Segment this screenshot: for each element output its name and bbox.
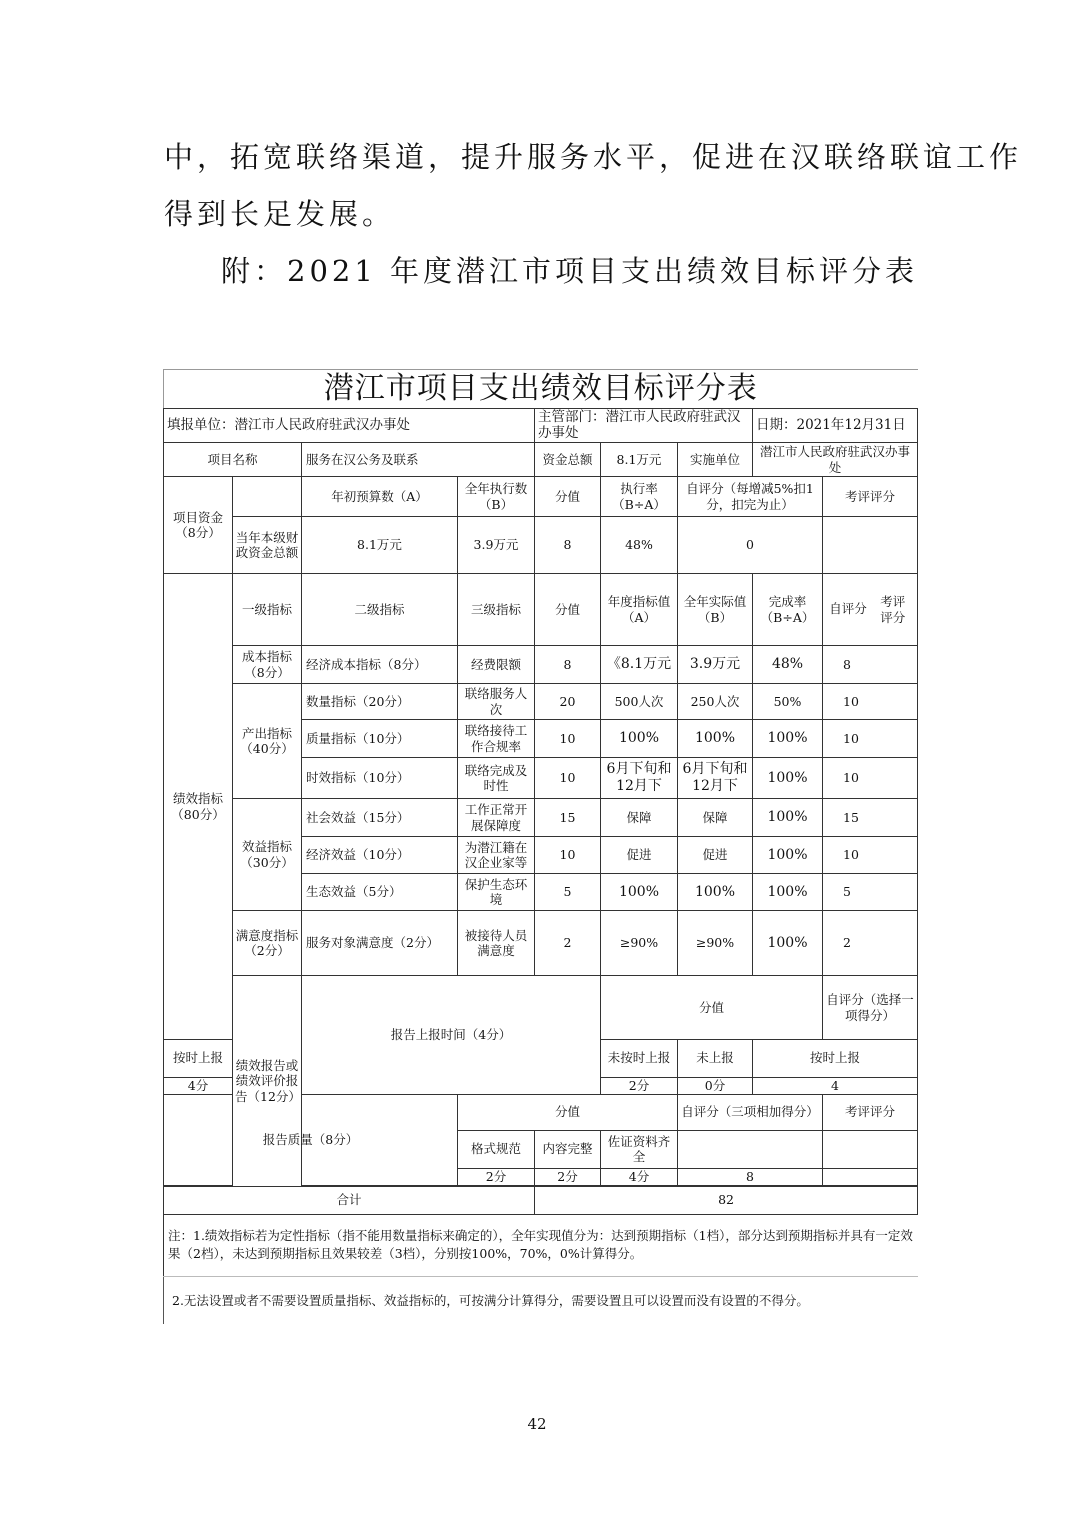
indicator-level2: 服务对象满意度（2分） [302,911,458,976]
col-level1: 一级指标 [233,574,302,646]
indicator-score: 10 [535,720,601,758]
indicator-self: 10 [823,837,918,874]
body-paragraph-line: 得到长足发展。 [164,197,396,231]
indicator-actual: 3.9万元 [678,646,753,684]
project-name-label: 项目名称 [164,443,302,477]
option-on-time: 按时上报 [164,1039,233,1077]
report-quality-self-label: 自评分（三项相加得分） [678,1094,823,1130]
col-self-eval [823,574,918,646]
indicator-self: 2 [823,911,918,976]
indicator-score: 2 [535,911,601,976]
table-note-2: 2.无法设置或者不需要设置质量指标、效益指标的，可按满分计算得分，需要设置且可以设置而没有设置的不得分。 [164,1276,918,1324]
total-value: 82 [535,1186,918,1214]
report-time-self-label: 自评分（选择一项得分） [823,976,918,1040]
indicator-level2: 质量指标（10分） [302,720,458,758]
col-level2: 二级指标 [302,574,458,646]
indicator-score: 10 [535,758,601,799]
indicator-rate: 100% [753,874,823,911]
indicator-level3: 联络完成及时性 [458,758,535,799]
indicator-actual: 6月下旬和12月下 [678,758,753,799]
col-exec-rate: 执行率（B÷A） [601,477,678,517]
report-time-score-label: 分值 [601,976,823,1040]
group-benefit: 效益指标（30分） [233,799,302,911]
indicator-level3: 联络服务人次 [458,684,535,720]
col-score: 分值 [535,574,601,646]
indicator-rate: 100% [753,911,823,976]
col-eval: 考评评分 [880,594,906,625]
funds-self: 0 [678,517,823,574]
indicator-level3: 被接待人员满意度 [458,911,535,976]
supervising-dept: 主管部门：潜江市人民政府驻武汉办事处 [535,408,753,443]
col-budget: 年初预算数（A） [302,477,458,517]
indicator-rate: 100% [753,720,823,758]
points-content: 2分 [535,1168,601,1185]
fill-unit: 填报单位：潜江市人民政府驻武汉办事处 [164,408,535,443]
funds-section-label: 项目资金（8分） [164,477,233,574]
page-number: 42 [527,1415,547,1433]
indicator-rate: 50% [753,684,823,720]
indicator-actual: ≥90% [678,911,753,976]
indicator-self: 10 [823,720,918,758]
indicator-score: 5 [535,874,601,911]
funds-score: 8 [535,517,601,574]
impl-unit-value: 潜江市人民政府驻武汉办事处 [753,443,918,477]
indicator-self: 5 [823,874,918,911]
points-late: 2分 [601,1077,678,1094]
report-time-self-score: 4 [753,1077,918,1094]
indicator-actual: 250人次 [678,684,753,720]
indicator-score: 10 [535,837,601,874]
impl-unit-label: 实施单位 [678,443,753,477]
indicator-target: 保障 [601,799,678,837]
indicator-level3: 工作正常开展保障度 [458,799,535,837]
indicator-level2: 生态效益（5分） [302,874,458,911]
points-on-time: 4分 [164,1077,233,1094]
indicator-actual: 促进 [678,837,753,874]
option-format: 格式规范 [458,1130,535,1168]
indicator-target: 100% [601,874,678,911]
indicator-target: 6月下旬和12月下 [601,758,678,799]
points-none: 0分 [678,1077,753,1094]
perf-section-label: 绩效指标（80分） [164,574,233,1040]
indicator-target: 《8.1万元 [601,646,678,684]
col-score: 分值 [535,477,601,517]
funds-budget: 8.1万元 [302,517,458,574]
points-evidence: 4分 [601,1168,678,1185]
funds-eval [823,517,918,574]
col-level3: 三级指标 [458,574,535,646]
group-output: 产出指标（40分） [233,684,302,799]
indicator-target: 促进 [601,837,678,874]
indicator-actual: 100% [678,720,753,758]
group-cost: 成本指标（8分） [233,646,302,684]
report-quality-label: 报告质量（8分） [164,1094,458,1185]
report-quality-self-score: 8 [678,1168,823,1185]
total-label: 合计 [164,1186,535,1214]
indicator-level2: 数量指标（20分） [302,684,458,720]
indicator-score: 20 [535,684,601,720]
indicator-rate: 100% [753,799,823,837]
col-exec: 全年执行数（B） [458,477,535,517]
indicator-level2: 时效指标（10分） [302,758,458,799]
indicator-level2: 经济效益（10分） [302,837,458,874]
funds-row-label: 当年本级财政资金总额 [233,517,302,574]
body-paragraph-line: 中，拓宽联络渠道，提升服务水平，促进在汉联络联谊工作 [164,140,1023,174]
indicator-actual: 100% [678,874,753,911]
funds-blank-cell [233,477,302,517]
indicator-level2: 社会效益（15分） [302,799,458,837]
indicator-level3: 为潜江籍在汉企业家等 [458,837,535,874]
report-quality-eval-label: 考评评分 [823,1094,918,1130]
option-late: 未按时上报 [601,1039,678,1077]
score-table [163,369,918,1324]
col-rate: 完成率（B÷A） [753,574,823,646]
report-time-label: 报告上报时间（4分） [302,976,601,1095]
indicator-rate: 100% [753,758,823,799]
report-section-label: 绩效报告或绩效评价报告（12分） [233,976,302,1187]
indicator-self: 10 [823,684,918,720]
indicator-level2: 经济成本指标（8分） [302,646,458,684]
option-none: 未上报 [678,1039,753,1077]
indicator-actual: 保障 [678,799,753,837]
report-quality-self [678,1130,823,1168]
indicator-target: ≥90% [601,911,678,976]
report-quality-eval-score [823,1168,918,1185]
indicator-rate: 48% [753,646,823,684]
col-eval-score: 考评评分 [823,477,918,517]
col-target: 年度指标值（A） [601,574,678,646]
col-actual: 全年实际值（B） [678,574,753,646]
project-name: 服务在汉公务及联系 [302,443,535,477]
total-funds-value: 8.1万元 [601,443,678,477]
indicator-target: 100% [601,720,678,758]
option-content: 内容完整 [535,1130,601,1168]
funds-exec: 3.9万元 [458,517,535,574]
attachment-caption: 附：2021 年度潜江市项目支出绩效目标评分表 [221,254,919,288]
report-quality-score-label: 分值 [458,1094,678,1130]
indicator-level3: 经费限额 [458,646,535,684]
indicator-self: 8 [823,646,918,684]
indicator-level3: 联络接待工作合规率 [458,720,535,758]
indicator-score: 15 [535,799,601,837]
option-evidence: 佐证资料齐全 [601,1130,678,1168]
indicator-rate: 100% [753,837,823,874]
col-self-score: 自评分（每增减5%扣1分，扣完为止） [678,477,823,517]
indicator-score: 8 [535,646,601,684]
report-time-self-choice: 按时上报 [753,1039,918,1077]
indicator-target: 500人次 [601,684,678,720]
total-funds-label: 资金总额 [535,443,601,477]
col-self: 自评分 [829,601,867,617]
report-date: 日期：2021年12月31日 [753,408,918,443]
points-format: 2分 [458,1168,535,1185]
report-quality-eval [823,1130,918,1168]
indicator-self: 10 [823,758,918,799]
group-satisfaction: 满意度指标（2分） [233,911,302,976]
indicator-level3: 保护生态环境 [458,874,535,911]
table-title: 潜江市项目支出绩效目标评分表 [164,370,918,409]
indicator-self: 15 [823,799,918,837]
table-note-1: 注：1.绩效指标若为定性指标（指不能用数量指标来确定的），全年实现值分为：达到预期指标（1档），部分达到预期指标并具有一定效果（2档），未达到预期指标且效果较差（3档），分别按100%，70%，0%计算得分。 [164,1214,918,1276]
funds-rate: 48% [601,517,678,574]
